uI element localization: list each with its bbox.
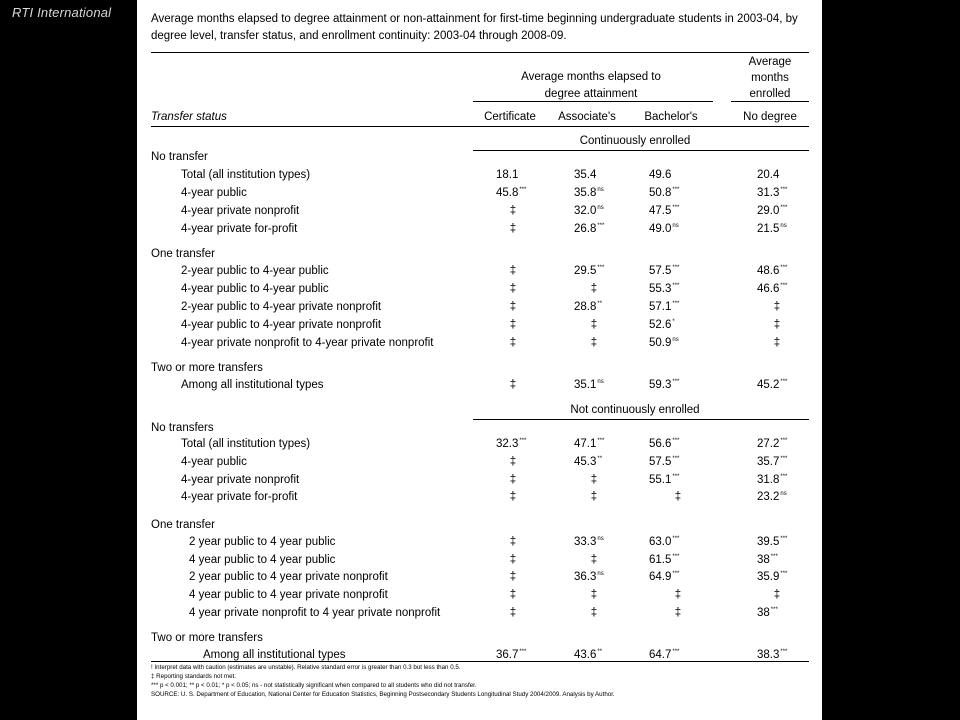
table-cell: ‡: [509, 571, 517, 583]
significance-marker: ***: [780, 187, 788, 193]
significance-marker: ***: [780, 456, 788, 462]
cell-value: 35.8: [574, 187, 597, 199]
significance-marker: ***: [672, 379, 680, 385]
header-col-associates: Associate's: [558, 111, 616, 123]
table-cell: [574, 648, 602, 662]
cell-value: 49.0: [649, 223, 672, 235]
table-cell: [757, 282, 787, 296]
row-label: 4-year private nonprofit: [181, 474, 300, 486]
significance-marker: ns: [780, 223, 787, 229]
table-cell: ‡: [509, 265, 517, 277]
cell-value: 57.1: [649, 301, 672, 313]
table-cell: [649, 648, 679, 662]
table-cell: [649, 455, 679, 469]
table-cell: [649, 318, 675, 332]
table-cell: ‡: [674, 589, 682, 601]
table-cell: ‡: [509, 337, 517, 349]
significance-marker: ***: [672, 205, 680, 211]
row-label: 2-year public to 4-year public: [181, 265, 329, 277]
header-col-bachelors: Bachelor's: [644, 111, 698, 123]
row-label: 4-year public to 4-year public: [181, 283, 329, 295]
cell-value: 45.3: [574, 456, 597, 468]
table-cell: ‡: [509, 536, 517, 548]
header-group-enrolled-line1: Average: [748, 56, 792, 68]
cell-value: 55.3: [649, 283, 672, 295]
significance-marker: ***: [597, 438, 605, 444]
cell-value: 36.7: [496, 649, 519, 661]
table-cell: ‡: [509, 301, 517, 313]
cell-value: 45.8: [496, 187, 519, 199]
table-cell: [649, 336, 679, 350]
header-group-enrolled-line2: months: [751, 72, 789, 84]
cell-value: 64.7: [649, 649, 672, 661]
significance-marker: ***: [519, 649, 527, 655]
table-cell: ‡: [509, 589, 517, 601]
row-label: 4-year public: [181, 187, 247, 199]
header-bottom-rule: [151, 126, 809, 127]
cell-value: 45.2: [757, 379, 780, 391]
table-cell: [757, 606, 778, 620]
significance-marker: ***: [672, 438, 680, 444]
cell-value: 31.8: [757, 474, 780, 486]
significance-marker: ***: [780, 283, 788, 289]
row-group-label: Two or more transfers: [151, 632, 263, 644]
table-cell: [757, 204, 787, 218]
table-cell: ‡: [590, 607, 598, 619]
table-cell: [574, 570, 604, 584]
document-page: [137, 0, 822, 720]
table-cell: [757, 535, 787, 549]
table-cell: ‡: [590, 337, 598, 349]
table-cell: ‡: [509, 319, 517, 331]
table-cell: [649, 437, 679, 451]
cell-value: 35.7: [757, 456, 780, 468]
row-label: Among all institutional types: [181, 379, 324, 391]
table-cell: [649, 168, 671, 182]
table-cell: [496, 437, 526, 451]
footnote-reporting: ‡ Reporting standards not met.: [151, 673, 236, 680]
table-cell: ‡: [773, 589, 781, 601]
significance-marker: ***: [672, 554, 680, 560]
significance-marker: ***: [780, 649, 788, 655]
cell-value: 36.3: [574, 571, 597, 583]
footnote-source: SOURCE: U. S. Department of Education, National Center for Education Statistics, Beginning Postsecondary Students Longitudinal Study 2004/2009. Analysis by Author.: [151, 691, 615, 698]
table-cell: [757, 264, 787, 278]
cell-value: 39.5: [757, 536, 780, 548]
table-cell: ‡: [509, 491, 517, 503]
cell-value: 56.6: [649, 438, 672, 450]
cell-value: 47.5: [649, 205, 672, 217]
brand-watermark: RTI International: [12, 5, 112, 20]
table-cell: [757, 168, 779, 182]
cell-value: 27.2: [757, 438, 780, 450]
table-cell: [757, 473, 787, 487]
significance-marker: ns: [597, 571, 604, 577]
table-cell: [496, 168, 518, 182]
significance-marker: ***: [672, 649, 680, 655]
cell-value: 33.3: [574, 536, 597, 548]
cell-value: 57.5: [649, 456, 672, 468]
significance-marker: ***: [780, 438, 788, 444]
header-group-attainment-rule: [473, 101, 713, 102]
cell-value: 59.3: [649, 379, 672, 391]
table-cell: ‡: [590, 474, 598, 486]
cell-value: 32.0: [574, 205, 597, 217]
row-label: Total (all institution types): [181, 169, 311, 181]
table-cell: [574, 168, 596, 182]
table-cell: [649, 186, 679, 200]
table-cell: [649, 222, 679, 236]
table-cell: [649, 535, 679, 549]
footnote-significance: *** p < 0.001; ** p < 0.01; * p < 0.05; ns - not statistically significant when compared to all students who did not transfer.: [151, 682, 477, 689]
table-cell: ‡: [773, 319, 781, 331]
table-cell: [649, 300, 679, 314]
table-cell: ‡: [590, 554, 598, 566]
cell-value: 21.5: [757, 223, 780, 235]
cell-value: 55.1: [649, 474, 672, 486]
table-cell: [574, 437, 604, 451]
significance-marker: **: [597, 649, 603, 655]
significance-marker: ***: [672, 265, 680, 271]
table-cell: ‡: [674, 607, 682, 619]
table-cell: ‡: [509, 474, 517, 486]
significance-marker: ***: [672, 301, 680, 307]
significance-marker: ***: [597, 265, 605, 271]
cell-value: 49.6: [649, 169, 672, 181]
table-cell: ‡: [773, 337, 781, 349]
cell-value: 29.0: [757, 205, 780, 217]
row-label: 4 year public to 4 year private nonprofit: [189, 589, 388, 601]
table-cell: ‡: [509, 456, 517, 468]
significance-marker: ***: [672, 283, 680, 289]
significance-marker: **: [597, 301, 603, 307]
header-group-enrolled-line3: enrolled: [749, 88, 791, 100]
cell-value: 32.3: [496, 438, 519, 450]
cell-value: 52.6: [649, 319, 672, 331]
significance-marker: *: [672, 319, 675, 325]
significance-marker: ***: [780, 379, 788, 385]
significance-marker: ***: [770, 554, 778, 560]
cell-value: 43.6: [574, 649, 597, 661]
row-label: 2 year public to 4 year private nonprofit: [189, 571, 388, 583]
significance-marker: ***: [519, 438, 527, 444]
cell-value: 26.8: [574, 223, 597, 235]
row-label: 4 year private nonprofit to 4 year private nonprofit: [189, 607, 441, 619]
significance-marker: ns: [672, 337, 679, 343]
table-cell: [649, 473, 679, 487]
significance-marker: ns: [780, 491, 787, 497]
significance-marker: ***: [672, 536, 680, 542]
table-cell: [757, 455, 787, 469]
header-group-attainment-line2: degree attainment: [544, 88, 638, 100]
cell-value: 35.9: [757, 571, 780, 583]
section-banner: Not continuously enrolled: [570, 404, 700, 416]
table-cell: [574, 378, 604, 392]
table-cell: ‡: [509, 283, 517, 295]
table-cell: ‡: [509, 205, 517, 217]
significance-marker: ***: [672, 474, 680, 480]
significance-marker: ns: [597, 205, 604, 211]
section-banner-rule: [473, 419, 809, 420]
table-cell: ‡: [590, 319, 598, 331]
table-title: Average months elapsed to degree attainment or non-attainment for first-time beginning undergraduate students in 2003-04, by degree level, transfer status, and enrollment continuity: 2003-04 through 2008-09.: [151, 13, 798, 42]
significance-marker: ***: [780, 536, 788, 542]
row-group-label: One transfer: [151, 519, 215, 531]
significance-marker: ns: [597, 187, 604, 193]
header-group-enrolled-rule: [731, 101, 809, 102]
cell-value: 35.4: [574, 169, 597, 181]
row-label: 4-year private nonprofit to 4-year private nonprofit: [181, 337, 434, 349]
bottom-rule: [151, 661, 809, 662]
row-label: 2-year public to 4-year private nonprofit: [181, 301, 382, 313]
significance-marker: ***: [672, 456, 680, 462]
table-cell: [649, 264, 679, 278]
significance-marker: ns: [597, 379, 604, 385]
row-group-label: No transfer: [151, 151, 208, 163]
row-label: 4-year private nonprofit: [181, 205, 300, 217]
table-cell: ‡: [509, 223, 517, 235]
row-label: 4-year public: [181, 456, 247, 468]
row-group-label: Two or more transfers: [151, 362, 263, 374]
significance-marker: ns: [672, 223, 679, 229]
significance-marker: ***: [780, 265, 788, 271]
cell-value: 47.1: [574, 438, 597, 450]
table-cell: [649, 378, 679, 392]
table-cell: [757, 553, 778, 567]
significance-marker: ***: [780, 571, 788, 577]
table-cell: [574, 535, 604, 549]
table-cell: [496, 648, 526, 662]
significance-marker: ***: [780, 205, 788, 211]
cell-value: 35.1: [574, 379, 597, 391]
footnote-instability: ! Interpret data with caution (estimates are unstable). Relative standard error is greater than 0.3 but less than 0.5.: [151, 664, 461, 671]
cell-value: 28.8: [574, 301, 597, 313]
table-cell: [574, 264, 604, 278]
header-group-attainment-line1: Average months elapsed to: [521, 71, 661, 83]
cell-value: 46.6: [757, 283, 780, 295]
table-cell: [757, 186, 787, 200]
header-col-certificate: Certificate: [484, 111, 536, 123]
row-label: Total (all institution types): [181, 438, 311, 450]
table-cell: [757, 378, 787, 392]
significance-marker: ***: [780, 474, 788, 480]
table-cell: [649, 282, 679, 296]
cell-value: 38: [757, 607, 770, 619]
table-cell: [496, 186, 526, 200]
cell-value: 31.3: [757, 187, 780, 199]
table-cell: [649, 204, 679, 218]
significance-marker: ***: [519, 187, 527, 193]
table-cell: [757, 490, 787, 504]
table-cell: [757, 570, 787, 584]
table-cell: ‡: [590, 491, 598, 503]
significance-marker: ***: [672, 187, 680, 193]
row-group-label: One transfer: [151, 248, 215, 260]
cell-value: 18.1: [496, 169, 519, 181]
table-cell: [574, 222, 604, 236]
cell-value: 38.3: [757, 649, 780, 661]
significance-marker: ns: [597, 536, 604, 542]
table-cell: ‡: [509, 607, 517, 619]
table-cell: [574, 300, 602, 314]
row-label: Among all institutional types: [203, 649, 346, 661]
significance-marker: ***: [672, 571, 680, 577]
cell-value: 63.0: [649, 536, 672, 548]
section-banner: Continuously enrolled: [579, 135, 691, 147]
table-cell: ‡: [509, 379, 517, 391]
header-col-nodegree: No degree: [743, 111, 797, 123]
cell-value: 20.4: [757, 169, 780, 181]
table-cell: [574, 455, 602, 469]
row-label: 4-year private for-profit: [181, 223, 298, 235]
significance-marker: ***: [770, 607, 778, 613]
cell-value: 50.9: [649, 337, 672, 349]
top-rule: [151, 52, 809, 53]
significance-marker: **: [597, 456, 603, 462]
row-label: 2 year public to 4 year public: [189, 536, 336, 548]
row-label: 4-year public to 4-year private nonprofit: [181, 319, 382, 331]
table-cell: [574, 186, 604, 200]
row-label: 4 year public to 4 year public: [189, 554, 336, 566]
significance-marker: ***: [597, 223, 605, 229]
cell-value: 57.5: [649, 265, 672, 277]
cell-value: 48.6: [757, 265, 780, 277]
table-cell: [649, 570, 679, 584]
cell-value: 29.5: [574, 265, 597, 277]
cell-value: 64.9: [649, 571, 672, 583]
table-cell: [757, 648, 787, 662]
table-cell: [574, 204, 604, 218]
table-cell: [757, 437, 787, 451]
table-cell: ‡: [590, 589, 598, 601]
table-cell: [649, 553, 679, 567]
table-cell: ‡: [590, 283, 598, 295]
cell-value: 38: [757, 554, 770, 566]
table-cell: [757, 222, 787, 236]
row-label: 4-year private for-profit: [181, 491, 298, 503]
section-banner-rule: [473, 150, 809, 151]
table-cell: ‡: [773, 301, 781, 313]
table-cell: ‡: [674, 491, 682, 503]
row-group-label: No transfers: [151, 422, 214, 434]
cell-value: 50.8: [649, 187, 672, 199]
cell-value: 61.5: [649, 554, 672, 566]
table-cell: ‡: [509, 554, 517, 566]
cell-value: 23.2: [757, 491, 780, 503]
header-stub: Transfer status: [151, 111, 227, 123]
